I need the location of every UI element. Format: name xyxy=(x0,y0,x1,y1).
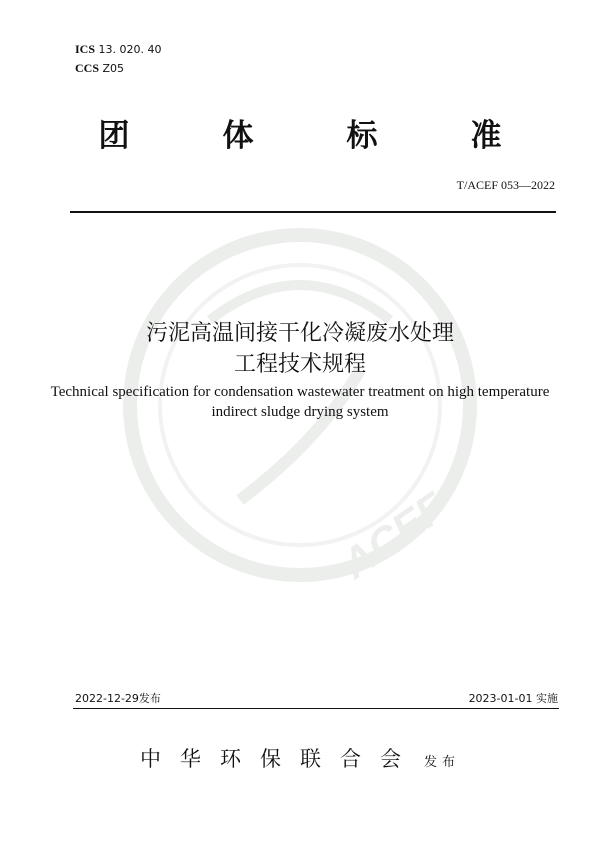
publisher-name: 中华环保联合会 xyxy=(139,747,420,771)
standard-number: T/ACEF 053—2022 xyxy=(456,178,555,192)
ics-code: ICS 13. 020. 40 xyxy=(75,42,162,56)
top-divider xyxy=(70,211,556,213)
publisher-line xyxy=(0,743,600,773)
svg-text:ACEF: ACEF xyxy=(333,483,454,588)
title-english: Technical specification for condensation wastewater treatment on high temperature indirect sludge drying system xyxy=(50,384,550,420)
ccs-code: CCS Z05 xyxy=(75,61,125,75)
title-chinese: 污泥高温间接干化冷凝废水处理 工程技术规程 xyxy=(145,321,454,377)
publish-date: 2022-12-29发布 xyxy=(75,692,161,705)
bottom-divider xyxy=(73,708,559,709)
implement-date: 2023-01-01 实施 xyxy=(468,692,558,705)
classification-codes xyxy=(75,40,162,78)
standard-type-heading: 团 体 标 准 xyxy=(98,118,502,154)
publish-word: 发布 xyxy=(423,755,460,770)
